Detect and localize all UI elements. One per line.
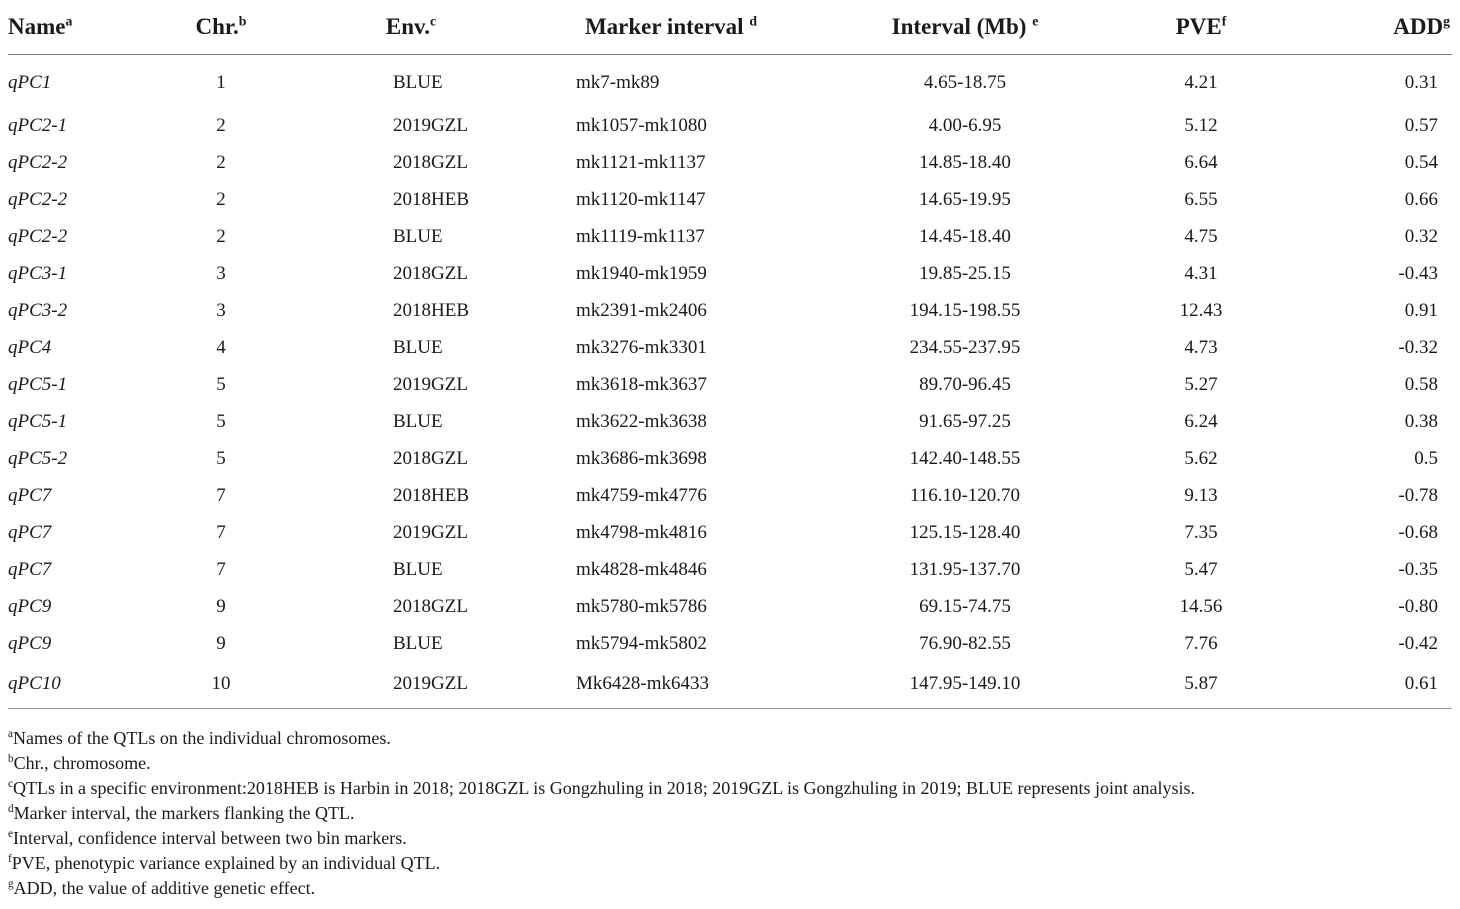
cell-marker: mk4759-mk4776 — [576, 484, 707, 506]
cell-chr: 7 — [216, 484, 226, 506]
cell-interval: 234.55-237.95 — [909, 336, 1021, 358]
cell-interval: 69.15-74.75 — [919, 595, 1011, 617]
cell-pve: 14.56 — [1179, 595, 1223, 617]
cell-name: qPC3-2 — [8, 299, 68, 321]
cell-interval: 14.65-19.95 — [919, 188, 1011, 210]
cell-env: 2018GZL — [393, 447, 468, 469]
cell-name: qPC5-2 — [8, 447, 68, 469]
header-marker — [506, 0, 836, 55]
cell-name: qPC2-2 — [8, 225, 68, 247]
cell-chr: 10 — [211, 673, 231, 694]
cell-marker: Mk6428-mk6433 — [576, 673, 709, 694]
cell-interval: 91.65-97.25 — [919, 410, 1011, 432]
footnotes — [8, 726, 1195, 901]
cell-name: qPC9 — [8, 595, 52, 617]
cell-chr: 7 — [216, 521, 226, 543]
cell-env: BLUE — [393, 225, 443, 247]
header-add — [1308, 0, 1452, 55]
cell-chr: 3 — [216, 299, 226, 321]
cell-chr: 5 — [216, 373, 226, 395]
header-pve-text: PVE — [1175, 14, 1222, 39]
footnote-text: PVE, phenotypic variance explained by an individual QTL. — [11, 853, 441, 873]
cell-pve: 5.62 — [1184, 447, 1218, 469]
table-row — [8, 477, 1452, 514]
cell-name: qPC5-1 — [8, 373, 68, 395]
cell-marker: mk5794-mk5802 — [576, 632, 707, 654]
cell-pve: 5.47 — [1184, 558, 1218, 580]
cell-name: qPC9 — [8, 632, 52, 654]
table-row — [8, 55, 1452, 108]
table-row — [8, 366, 1452, 403]
footnote-marker: b — [8, 753, 14, 765]
cell-env: 2018HEB — [393, 299, 469, 321]
table-row — [8, 403, 1452, 440]
cell-chr: 5 — [216, 447, 226, 469]
cell-name: qPC7 — [8, 558, 52, 580]
footnote-text: QTLs in a specific environment:2018HEB is Harbin in 2018; 2018GZL is Gongzhuling in 2018; 2019GZL is Gongzhuling in 2019; BLUE represents joint analysis. — [12, 778, 1195, 798]
cell-pve: 6.55 — [1184, 188, 1218, 210]
table-row — [8, 107, 1452, 144]
header-env-text: Env. — [385, 14, 430, 39]
footnote-marker: a — [8, 728, 13, 740]
cell-pve: 9.13 — [1184, 484, 1218, 506]
cell-interval: 4.00-6.95 — [928, 114, 1002, 136]
footnote — [8, 801, 1195, 826]
header-chr — [126, 0, 316, 55]
cell-chr: 9 — [216, 632, 226, 654]
cell-chr: 9 — [216, 595, 226, 617]
header-interval-sup: e — [1032, 13, 1039, 29]
cell-name: qPC7 — [8, 521, 52, 543]
footnote — [8, 851, 1195, 876]
cell-interval: 14.45-18.40 — [919, 225, 1011, 247]
cell-chr: 7 — [216, 558, 226, 580]
table-row — [8, 181, 1452, 218]
header-marker-sup: d — [749, 13, 758, 29]
cell-marker: mk3618-mk3637 — [576, 373, 707, 395]
cell-env: BLUE — [393, 72, 443, 93]
footnote — [8, 751, 1195, 776]
cell-chr: 2 — [216, 151, 226, 173]
cell-interval: 14.85-18.40 — [919, 151, 1011, 173]
cell-add: 0.57 — [1404, 114, 1438, 136]
cell-chr: 2 — [216, 188, 226, 210]
header-name-text: Name — [8, 14, 66, 39]
footnote — [8, 776, 1195, 801]
cell-env: BLUE — [393, 336, 443, 358]
table-row — [8, 588, 1452, 625]
footnote-marker: f — [8, 853, 12, 865]
header-env — [316, 0, 506, 55]
cell-chr: 2 — [216, 225, 226, 247]
cell-chr: 4 — [216, 336, 226, 358]
cell-marker: mk3276-mk3301 — [576, 336, 707, 358]
footnote-text: Interval, confidence interval between two bin markers. — [12, 828, 407, 848]
cell-name: qPC7 — [8, 484, 52, 506]
footnote-text: Marker interval, the markers flanking the QTL. — [13, 803, 355, 823]
cell-pve: 4.75 — [1184, 225, 1218, 247]
cell-add: -0.42 — [1398, 632, 1438, 654]
cell-pve: 7.35 — [1184, 521, 1218, 543]
footnote-marker: g — [8, 878, 14, 890]
table-row — [8, 551, 1452, 588]
cell-name: qPC2-2 — [8, 151, 68, 173]
cell-add: -0.43 — [1398, 262, 1438, 284]
cell-env: 2018HEB — [393, 484, 469, 506]
cell-name: qPC5-1 — [8, 410, 68, 432]
cell-interval: 147.95-149.10 — [909, 673, 1021, 694]
cell-env: 2018HEB — [393, 188, 469, 210]
cell-env: 2019GZL — [393, 114, 468, 136]
cell-marker: mk7-mk89 — [576, 72, 660, 93]
cell-name: qPC2-1 — [8, 114, 68, 136]
cell-env: BLUE — [393, 410, 443, 432]
cell-marker: mk1121-mk1137 — [576, 151, 706, 173]
header-marker-text: Marker interval — [584, 14, 744, 39]
cell-chr: 5 — [216, 410, 226, 432]
footnote-text: Chr., chromosome. — [13, 753, 151, 773]
cell-marker: mk1120-mk1147 — [576, 188, 706, 210]
table-row — [8, 440, 1452, 477]
qtl-table — [8, 0, 1452, 709]
cell-add: 0.91 — [1404, 299, 1438, 321]
table-row — [8, 292, 1452, 329]
cell-pve: 4.73 — [1184, 336, 1218, 358]
cell-pve: 5.12 — [1184, 114, 1218, 136]
cell-pve: 4.31 — [1184, 262, 1218, 284]
cell-name: qPC10 — [8, 673, 61, 694]
cell-interval: 4.65-18.75 — [923, 72, 1007, 93]
header-chr-text: Chr. — [195, 14, 239, 39]
cell-add: 0.5 — [1414, 447, 1438, 469]
table-row — [8, 144, 1452, 181]
cell-env: BLUE — [393, 558, 443, 580]
header-name-sup: a — [65, 13, 73, 29]
cell-marker: mk4828-mk4846 — [576, 558, 707, 580]
cell-pve: 7.76 — [1184, 632, 1218, 654]
header-pve-sup: f — [1221, 13, 1227, 29]
table-row — [8, 218, 1452, 255]
header-interval — [836, 0, 1094, 55]
table-row — [8, 255, 1452, 292]
cell-marker: mk1119-mk1137 — [576, 225, 705, 247]
cell-add: 0.38 — [1404, 410, 1438, 432]
cell-add: 0.61 — [1404, 673, 1438, 694]
cell-marker: mk2391-mk2406 — [576, 299, 707, 321]
table-row — [8, 625, 1452, 662]
cell-marker: mk1057-mk1080 — [576, 114, 707, 136]
footnote — [8, 876, 1195, 901]
cell-interval: 142.40-148.55 — [909, 447, 1021, 469]
cell-add: -0.32 — [1398, 336, 1438, 358]
cell-marker: mk3686-mk3698 — [576, 447, 707, 469]
cell-name: qPC2-2 — [8, 188, 68, 210]
cell-interval: 125.15-128.40 — [909, 521, 1021, 543]
cell-env: 2018GZL — [393, 595, 468, 617]
cell-interval: 131.95-137.70 — [909, 558, 1021, 580]
cell-marker: mk3622-mk3638 — [576, 410, 707, 432]
cell-env: 2018GZL — [393, 151, 468, 173]
cell-interval: 194.15-198.55 — [909, 299, 1021, 321]
cell-name: qPC1 — [8, 72, 52, 93]
footnote — [8, 826, 1195, 851]
table-row — [8, 662, 1452, 709]
header-chr-sup: b — [238, 13, 247, 29]
table-body — [8, 55, 1452, 709]
cell-pve: 12.43 — [1179, 299, 1223, 321]
table-header — [8, 0, 1452, 55]
footnote-marker: c — [8, 778, 13, 790]
cell-pve: 6.24 — [1184, 410, 1218, 432]
header-interval-text: Interval (Mb) — [891, 14, 1027, 39]
cell-env: 2019GZL — [393, 521, 468, 543]
cell-pve: 4.21 — [1184, 72, 1218, 93]
cell-add: 0.54 — [1404, 151, 1438, 173]
cell-add: 0.58 — [1404, 373, 1438, 395]
cell-add: -0.35 — [1398, 558, 1438, 580]
cell-marker: mk5780-mk5786 — [576, 595, 707, 617]
header-pve — [1094, 0, 1308, 55]
footnote-marker: e — [8, 828, 13, 840]
cell-marker: mk4798-mk4816 — [576, 521, 707, 543]
header-add-text: ADD — [1393, 14, 1444, 39]
cell-add: 0.66 — [1404, 188, 1438, 210]
cell-pve: 5.27 — [1184, 373, 1218, 395]
footnote-text: ADD, the value of additive genetic effect. — [13, 878, 316, 898]
cell-add: -0.68 — [1398, 521, 1438, 543]
cell-env: BLUE — [393, 632, 443, 654]
cell-add: 0.32 — [1404, 225, 1438, 247]
cell-name: qPC4 — [8, 336, 52, 358]
cell-add: -0.78 — [1398, 484, 1438, 506]
table-row — [8, 329, 1452, 366]
table-row — [8, 514, 1452, 551]
header-env-sup: c — [430, 13, 437, 29]
cell-chr: 2 — [216, 114, 226, 136]
header-name — [8, 0, 126, 55]
footnote-marker: d — [8, 803, 14, 815]
cell-pve: 5.87 — [1184, 673, 1218, 694]
cell-interval: 116.10-120.70 — [909, 484, 1021, 506]
cell-marker: mk1940-mk1959 — [576, 262, 707, 284]
cell-pve: 6.64 — [1184, 151, 1218, 173]
footnote-text: Names of the QTLs on the individual chromosomes. — [12, 728, 391, 748]
cell-add: -0.80 — [1398, 595, 1438, 617]
cell-chr: 1 — [216, 72, 226, 93]
cell-chr: 3 — [216, 262, 226, 284]
cell-interval: 19.85-25.15 — [919, 262, 1011, 284]
cell-add: 0.31 — [1404, 72, 1438, 93]
cell-interval: 89.70-96.45 — [919, 373, 1011, 395]
footnote — [8, 726, 1195, 751]
cell-env: 2018GZL — [393, 262, 468, 284]
cell-name: qPC3-1 — [8, 262, 68, 284]
cell-env: 2019GZL — [393, 673, 468, 694]
cell-interval: 76.90-82.55 — [919, 632, 1011, 654]
cell-env: 2019GZL — [393, 373, 468, 395]
header-add-sup: g — [1443, 13, 1450, 29]
